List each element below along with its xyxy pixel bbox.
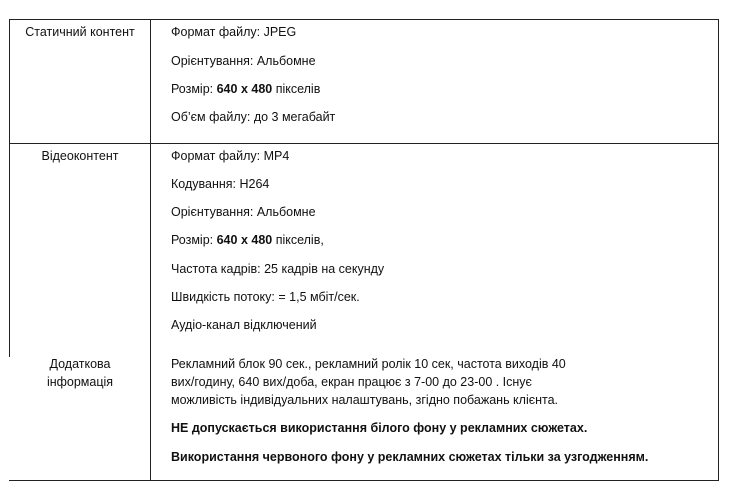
static-size: Розмір: 640 x 480 пікселів: [171, 82, 321, 96]
additional-info-paragraph: Рекламний блок 90 сек., рекламний ролік 10 сек, частота виходів 40 вих/годину, 640 вих/доба, екран працює з 7-00 до 23-00 . Існує можливість індивідуальних налаштувань, згідно побажань клієнта.: [171, 357, 566, 407]
video-audio: Аудіо-канал відключений: [171, 318, 317, 332]
red-background-note: Використання червоного фону у рекламних сюжетах тільки за узгодженням.: [171, 450, 649, 464]
video-content-label: Відеоконтент: [41, 149, 119, 163]
white-background-warning: НЕ допускається використання білого фону у рекламних сюжетах.: [171, 421, 588, 435]
video-size: Розмір: 640 x 480 пікселів,: [171, 233, 324, 247]
video-format: Формат файлу: MP4: [171, 149, 290, 163]
static-content-label: Статичний контент: [25, 25, 135, 39]
static-format: Формат файлу: JPEG: [171, 25, 297, 39]
static-file-volume: Об’єм файлу: до 3 мегабайт: [171, 110, 336, 124]
table-right-border: [718, 19, 719, 481]
video-frame-rate: Частота кадрів: 25 кадрів на секунду: [171, 262, 385, 276]
additional-info-label: Додаткова інформація: [46, 357, 114, 389]
row-divider: [9, 143, 719, 144]
table-bottom-border: [9, 480, 719, 481]
video-orientation: Орієнтування: Альбомне: [171, 205, 316, 219]
table-left-border: [9, 19, 10, 357]
static-orientation: Орієнтування: Альбомне: [171, 54, 316, 68]
table-top-border: [9, 19, 719, 20]
video-bitrate: Швидкість потоку: = 1,5 мбіт/сек.: [171, 290, 360, 304]
column-divider: [150, 19, 151, 481]
video-encoding: Кодування: H264: [171, 177, 270, 191]
